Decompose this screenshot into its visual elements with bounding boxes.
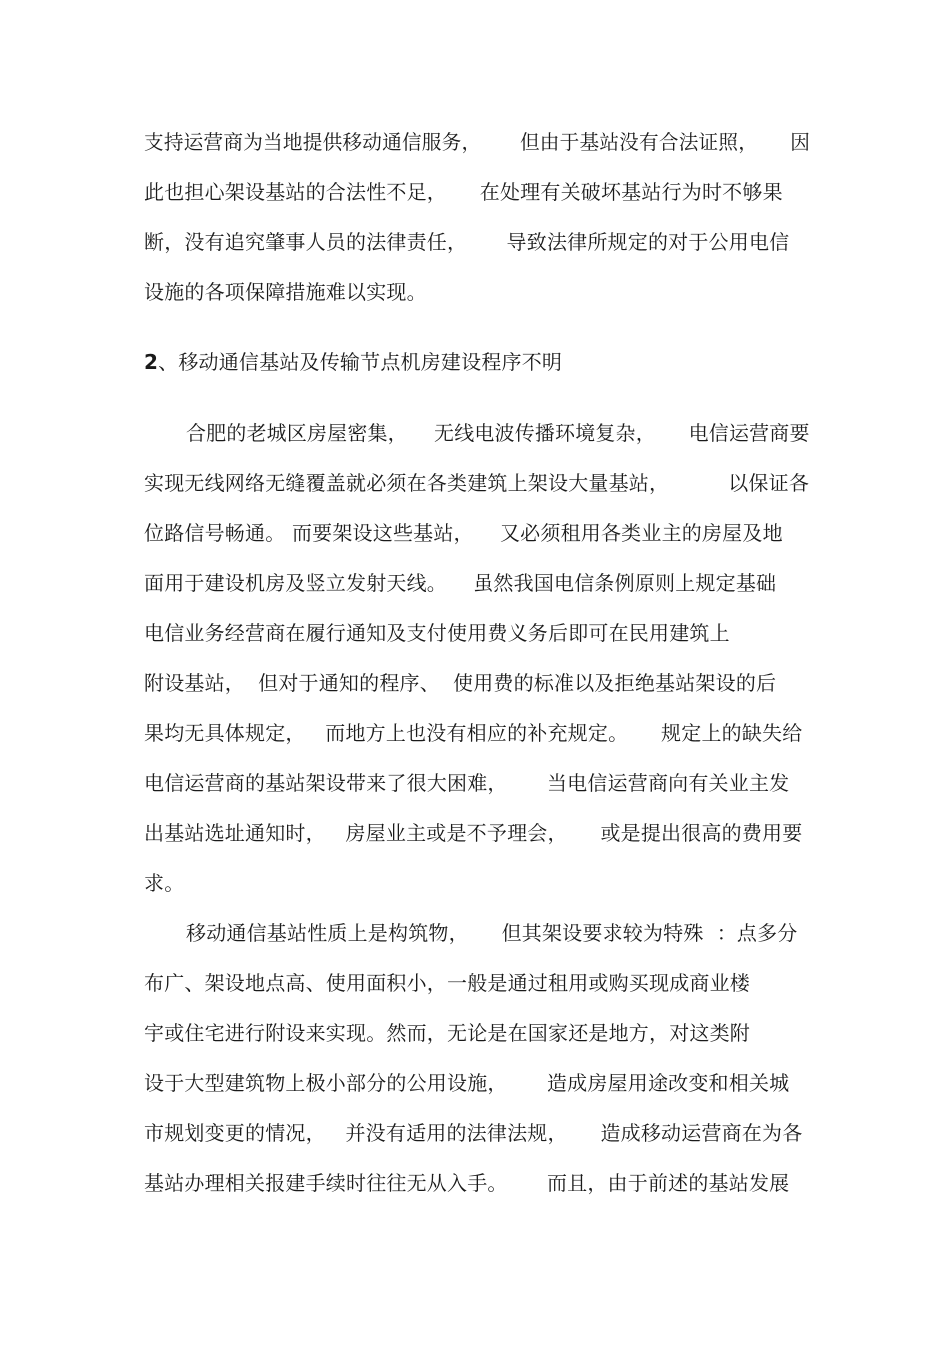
section-heading-text: 、移动通信基站及传输节点机房建设程序不明: [158, 350, 563, 374]
paragraph-2-line-7: 果均无具体规定， 而地方上也没有相应的补充规定。 规定上的缺失给: [144, 721, 803, 745]
section-heading-number: 2: [144, 350, 159, 374]
paragraph-3-line-6: 基站办理相关报建手续时往往无从入手。 而且，由于前述的基站发展: [144, 1171, 790, 1195]
paragraph-2-line-6: 附设基站， 但对于通知的程序、 使用费的标准以及拒绝基站架设的后: [144, 671, 777, 695]
section-heading: [144, 347, 562, 377]
paragraph-2-line-5: 电信业务经营商在履行通知及支付使用费义务后即可在民用建筑上: [144, 621, 730, 645]
paragraph-3-line-5: 市规划变更的情况， 并没有适用的法律法规， 造成移动运营商在为各: [144, 1121, 803, 1145]
paragraph-1-line-3: 断，没有追究肇事人员的法律责任， 导致法律所规定的对于公用电信: [144, 230, 790, 254]
paragraph-2-line-4: 面用于建设机房及竖立发射天线。 虽然我国电信条例原则上规定基础: [144, 571, 777, 595]
paragraph-3-line-1: 移动通信基站性质上是构筑物， 但其架设要求较为特殊 ：点多分: [186, 921, 798, 945]
paragraph-2-line-1: 合肥的老城区房屋密集， 无线电波传播环境复杂， 电信运营商要: [186, 421, 810, 445]
paragraph-2-line-2: 实现无线网络无缝覆盖就必须在各类建筑上架设大量基站， 以保证各: [144, 471, 810, 495]
paragraph-1-line-4: 设施的各项保障措施难以实现。: [144, 280, 427, 304]
paragraph-2-line-8: 电信运营商的基站架设带来了很大困难， 当电信运营商向有关业主发: [144, 771, 790, 795]
paragraph-3-line-3: 宇或住宅进行附设来实现。然而，无论是在国家还是地方，对这类附: [144, 1021, 750, 1045]
paragraph-2-line-3: 位路信号畅通。 而要架设这些基站， 又必须租用各类业主的房屋及地: [144, 521, 783, 545]
paragraph-2-line-10: 求。: [144, 871, 185, 895]
paragraph-3-line-2: 布广、架设地点高、使用面积小，一般是通过租用或购买现成商业楼: [144, 971, 750, 995]
paragraph-2-line-9: 出基站选址通知时， 房屋业主或是不予理会， 或是提出很高的费用要: [144, 821, 803, 845]
paragraph-3-line-4: 设于大型建筑物上极小部分的公用设施， 造成房屋用途改变和相关城: [144, 1071, 790, 1095]
paragraph-1-line-2: 此也担心架设基站的合法性不足， 在处理有关破坏基站行为时不够果: [144, 180, 783, 204]
paragraph-1-line-1: 支持运营商为当地提供移动通信服务， 但由于基站没有合法证照， 因: [144, 130, 811, 154]
